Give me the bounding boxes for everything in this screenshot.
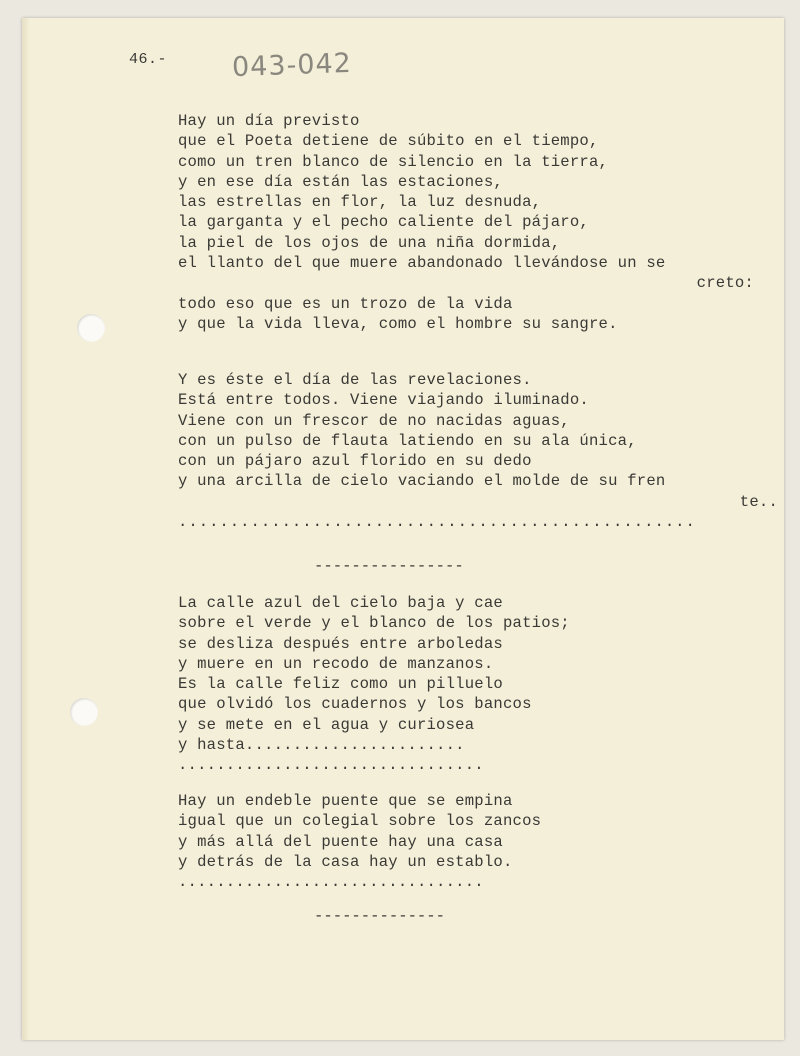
handwritten-reference: 043-042 bbox=[231, 47, 353, 84]
page-edge-shadow bbox=[22, 18, 30, 1040]
stanza-1-line: la piel de los ojos de una niña dormida, bbox=[178, 233, 561, 252]
stanza-1-line: y en ese día están las estaciones, bbox=[178, 172, 503, 191]
stanza-1-line: como un tren blanco de silencio en la tierra, bbox=[178, 152, 609, 171]
stanza-2-line: con un pulso de flauta latiendo en su ala única, bbox=[178, 431, 637, 450]
stanza-1 bbox=[178, 111, 754, 334]
stanza-4-line: y más allá del puente hay una casa bbox=[178, 832, 503, 851]
stanza-4 bbox=[178, 791, 541, 892]
stanza-3-line: La calle azul del cielo baja y cae bbox=[178, 594, 503, 612]
punch-hole-top bbox=[77, 314, 105, 342]
typed-page bbox=[22, 18, 784, 1040]
stanza-2-line: con un pájaro azul florido en su dedo bbox=[178, 452, 532, 471]
stanza-1-continuation: creto: bbox=[696, 274, 754, 293]
punch-hole-bottom bbox=[70, 698, 98, 726]
stanza-4-line: y detrás de la casa hay un establo. bbox=[178, 852, 513, 871]
stanza-2-continuation: te.. bbox=[739, 492, 778, 511]
separator-dash-line: ---------------- bbox=[314, 557, 464, 575]
stanza-3-line: sobre el verde y el blanco de los patios; bbox=[178, 614, 570, 633]
stanza-4-line: Hay un endeble puente que se empina bbox=[178, 792, 513, 810]
stanza-3-line: Es la calle feliz como un pilluelo bbox=[178, 675, 503, 694]
stanza-2-line: Está entre todos. Viene viajando iluminado. bbox=[178, 391, 589, 410]
stanza-3-dotted-line: ................................ bbox=[178, 756, 484, 775]
stanza-1-line: y que la vida lleva, como el hombre su sangre. bbox=[178, 314, 618, 333]
stanza-1-line: las estrellas en flor, la luz desnuda, bbox=[178, 193, 542, 212]
separator-dash-line-end: -------------- bbox=[314, 907, 446, 925]
stanza-3-line: y muere en un recodo de manzanos. bbox=[178, 654, 494, 673]
stanza-2 bbox=[178, 370, 778, 512]
stanza-1-line: el llanto del que muere abandonado llevándose un se bbox=[178, 254, 666, 273]
stanza-2-line: y una arcilla de cielo vaciando el molde de su fren bbox=[178, 472, 666, 491]
stanza-3-line: y hasta....................... bbox=[178, 736, 465, 755]
stanza-1-line: todo eso que es un trozo de la vida bbox=[178, 294, 513, 313]
stanza-1-line: Hay un día previsto bbox=[178, 112, 360, 130]
stanza-3-line: y se mete en el agua y curiosea bbox=[178, 715, 475, 734]
stanza-1-line: la garganta y el pecho caliente del pájaro, bbox=[178, 213, 589, 232]
stanza-4-line: igual que un colegial sobre los zancos bbox=[178, 812, 542, 831]
page-number: 46.- bbox=[129, 51, 168, 68]
stanza-2-line: Y es éste el día de las revelaciones. bbox=[178, 371, 532, 389]
separator-dotted-line: .................................................. bbox=[178, 513, 696, 531]
stanza-1-line: que el Poeta detiene de súbito en el tiempo, bbox=[178, 132, 599, 151]
stanza-2-line: Viene con un frescor de no nacidas aguas, bbox=[178, 411, 570, 430]
stanza-3-line: que olvidó los cuadernos y los bancos bbox=[178, 695, 532, 714]
stanza-4-dotted-line: ................................ bbox=[178, 873, 484, 892]
stanza-3-line: se desliza después entre arboledas bbox=[178, 634, 503, 653]
stanza-3 bbox=[178, 593, 570, 776]
